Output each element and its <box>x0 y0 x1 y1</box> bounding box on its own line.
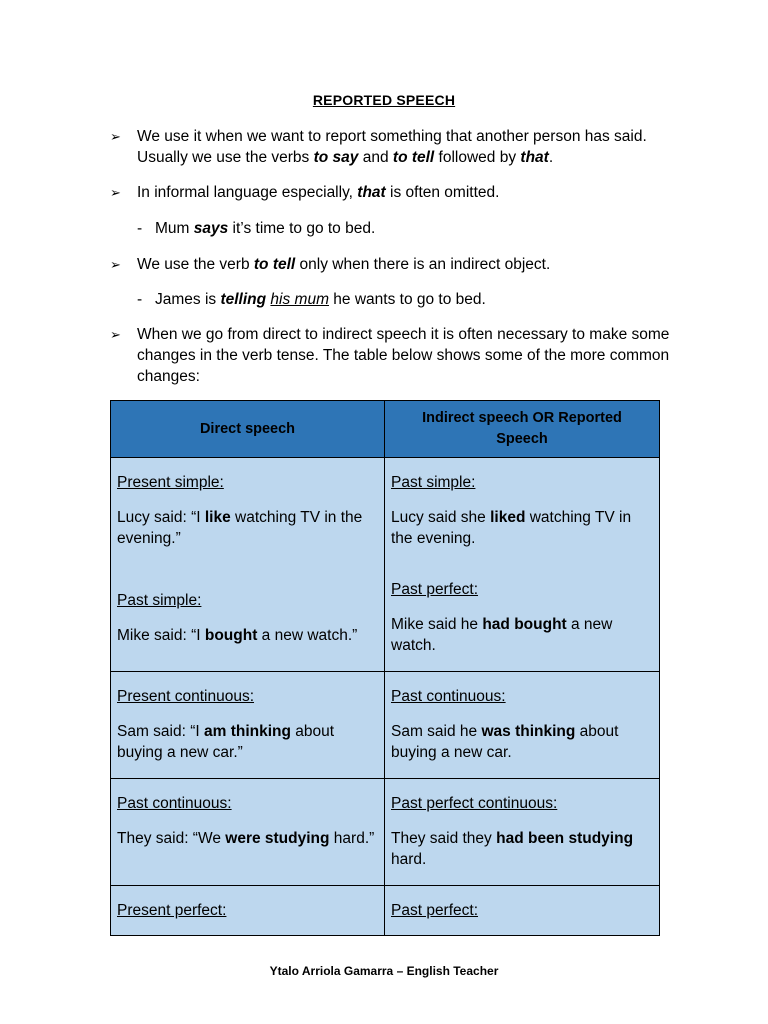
example-sentence: Mike said: “I bought a new watch.” <box>117 627 358 644</box>
example-sentence: Mike said he had bought a new watch. <box>391 616 613 654</box>
bullet-text: We use it when we want to report something that another person has said. Usually we use the verbs to say and to tell followed by that. <box>137 128 647 166</box>
example-sentence: They said they had been studying hard. <box>391 830 634 868</box>
example-james-telling: - James is telling his mum he wants to go to bed. <box>137 291 486 308</box>
cell-direct <box>111 672 385 779</box>
example-sentence: Sam said he was thinking about buying a new car. <box>391 723 619 761</box>
emphasis-says: says <box>193 220 229 237</box>
dash-marker: - <box>137 220 143 237</box>
emphasis-to-tell: to tell <box>392 149 435 166</box>
cell-indirect <box>385 886 660 936</box>
tense-heading: Past continuous: <box>391 688 506 705</box>
cell-direct <box>111 458 385 672</box>
emphasis-that: that <box>520 149 549 166</box>
bullet-to-tell <box>110 254 670 275</box>
tense-heading: Present perfect: <box>117 902 227 919</box>
tense-heading: Past perfect continuous: <box>391 795 558 812</box>
tense-heading: Past continuous: <box>117 795 232 812</box>
bullet-text: We use the verb to tell only when there is an indirect object. <box>137 256 551 273</box>
emphasis-to-tell: to tell <box>253 256 296 273</box>
arrowhead-bullet-icon: ➢ <box>110 129 121 144</box>
table-row <box>111 886 660 936</box>
dash-marker: - <box>137 291 143 308</box>
example-sentence: Sam said: “I am thinking about buying a new car.” <box>117 723 335 761</box>
bullet-verbs <box>110 126 670 168</box>
emphasis-that: that <box>357 184 386 201</box>
arrowhead-bullet-icon: ➢ <box>110 257 121 272</box>
tense-heading: Present continuous: <box>117 688 255 705</box>
example-sentence: They said: “We were studying hard.” <box>117 830 375 847</box>
cell-indirect <box>385 779 660 886</box>
table-row <box>111 458 660 672</box>
bullet-text: When we go from direct to indirect speech it is often necessary to make some changes in the verb tense. The table below shows some of the more common changes: <box>137 326 670 385</box>
tense-changes-table <box>110 400 660 936</box>
example-mum-says: - Mum says it’s time to go to bed. <box>137 220 376 237</box>
table-row <box>111 672 660 779</box>
page-footer: Ytalo Arriola Gamarra – English Teacher <box>269 964 499 978</box>
tense-heading: Past perfect: <box>391 902 479 919</box>
cell-indirect <box>385 458 660 672</box>
arrowhead-bullet-icon: ➢ <box>110 327 121 342</box>
emphasis-telling: telling <box>220 291 267 308</box>
example-sentence: Lucy said: “I like watching TV in the evening.” <box>117 509 363 547</box>
tense-heading: Past simple: <box>391 474 476 491</box>
bullet-tense-changes <box>110 324 670 387</box>
bullet-text: In informal language especially, that is often omitted. <box>137 184 500 201</box>
cell-direct <box>111 886 385 936</box>
tense-heading: Present simple: <box>117 474 224 491</box>
tense-heading: Past simple: <box>117 592 202 609</box>
tense-heading: Past perfect: <box>391 581 479 598</box>
indirect-object-underlined: his mum <box>270 291 329 308</box>
cell-direct <box>111 779 385 886</box>
table-header-row <box>111 401 660 458</box>
emphasis-to-say: to say <box>313 149 359 166</box>
table-row <box>111 779 660 886</box>
header-indirect-speech: Indirect speech OR Reported Speech <box>385 401 660 458</box>
header-direct-speech: Direct speech <box>111 401 385 458</box>
bullet-informal <box>110 182 670 203</box>
page-title: REPORTED SPEECH <box>312 92 456 108</box>
example-sentence: Lucy said she liked watching TV in the evening. <box>391 509 632 547</box>
cell-indirect <box>385 672 660 779</box>
arrowhead-bullet-icon: ➢ <box>110 185 121 200</box>
